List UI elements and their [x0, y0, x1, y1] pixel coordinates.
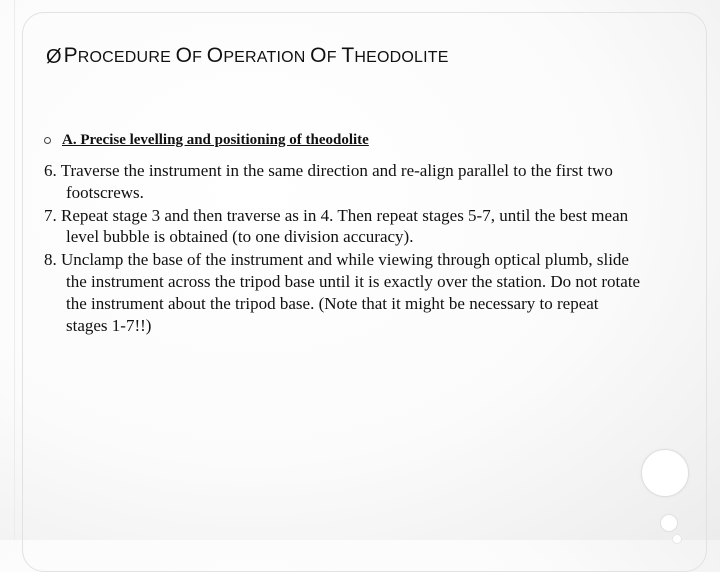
- circle-bullet-icon: [44, 137, 51, 144]
- decorative-circle-small: [660, 514, 678, 532]
- step-item: 7. Repeat stage 3 and then traverse as in 4. Then repeat stages 5-7, until the best mean level bubble is obtained (to one division accuracy).: [44, 205, 629, 247]
- title-word-rest: HEODOLITE: [354, 49, 449, 66]
- step-item: 8. Unclamp the base of the instrument and while viewing through optical plumb, slide the instrument across the tripod base until it is exactly over the station. Do not rotate the instrument about the tripod base. (Note that it might be necessary to repeat stages 1-7!!): [44, 250, 641, 335]
- title-word-rest: F: [326, 49, 342, 66]
- subheading: [44, 132, 369, 149]
- arrow-bullet-icon: Ø: [46, 46, 62, 68]
- title-word-rest: ROCEDURE: [77, 49, 176, 66]
- step-item: 6. Traverse the instrument in the same direction and re-align parallel to the first two footscrews.: [44, 161, 613, 202]
- steps-list: [44, 160, 644, 337]
- subheading-text: A. Precise levelling and positioning of theodolite: [62, 132, 369, 148]
- slide-title: [46, 44, 449, 68]
- title-word-cap: O: [175, 44, 193, 67]
- decorative-circle-tiny: [672, 534, 682, 544]
- title-word-cap: O: [310, 44, 327, 67]
- decorative-left-line: [14, 0, 15, 540]
- title-word-rest: F: [192, 49, 207, 66]
- title-text: [64, 44, 449, 68]
- title-word-cap: T: [341, 44, 355, 67]
- title-word-cap: O: [206, 44, 224, 67]
- decorative-circle-large: [641, 449, 689, 497]
- title-word-cap: P: [63, 44, 78, 67]
- title-word-rest: PERATION: [223, 49, 311, 66]
